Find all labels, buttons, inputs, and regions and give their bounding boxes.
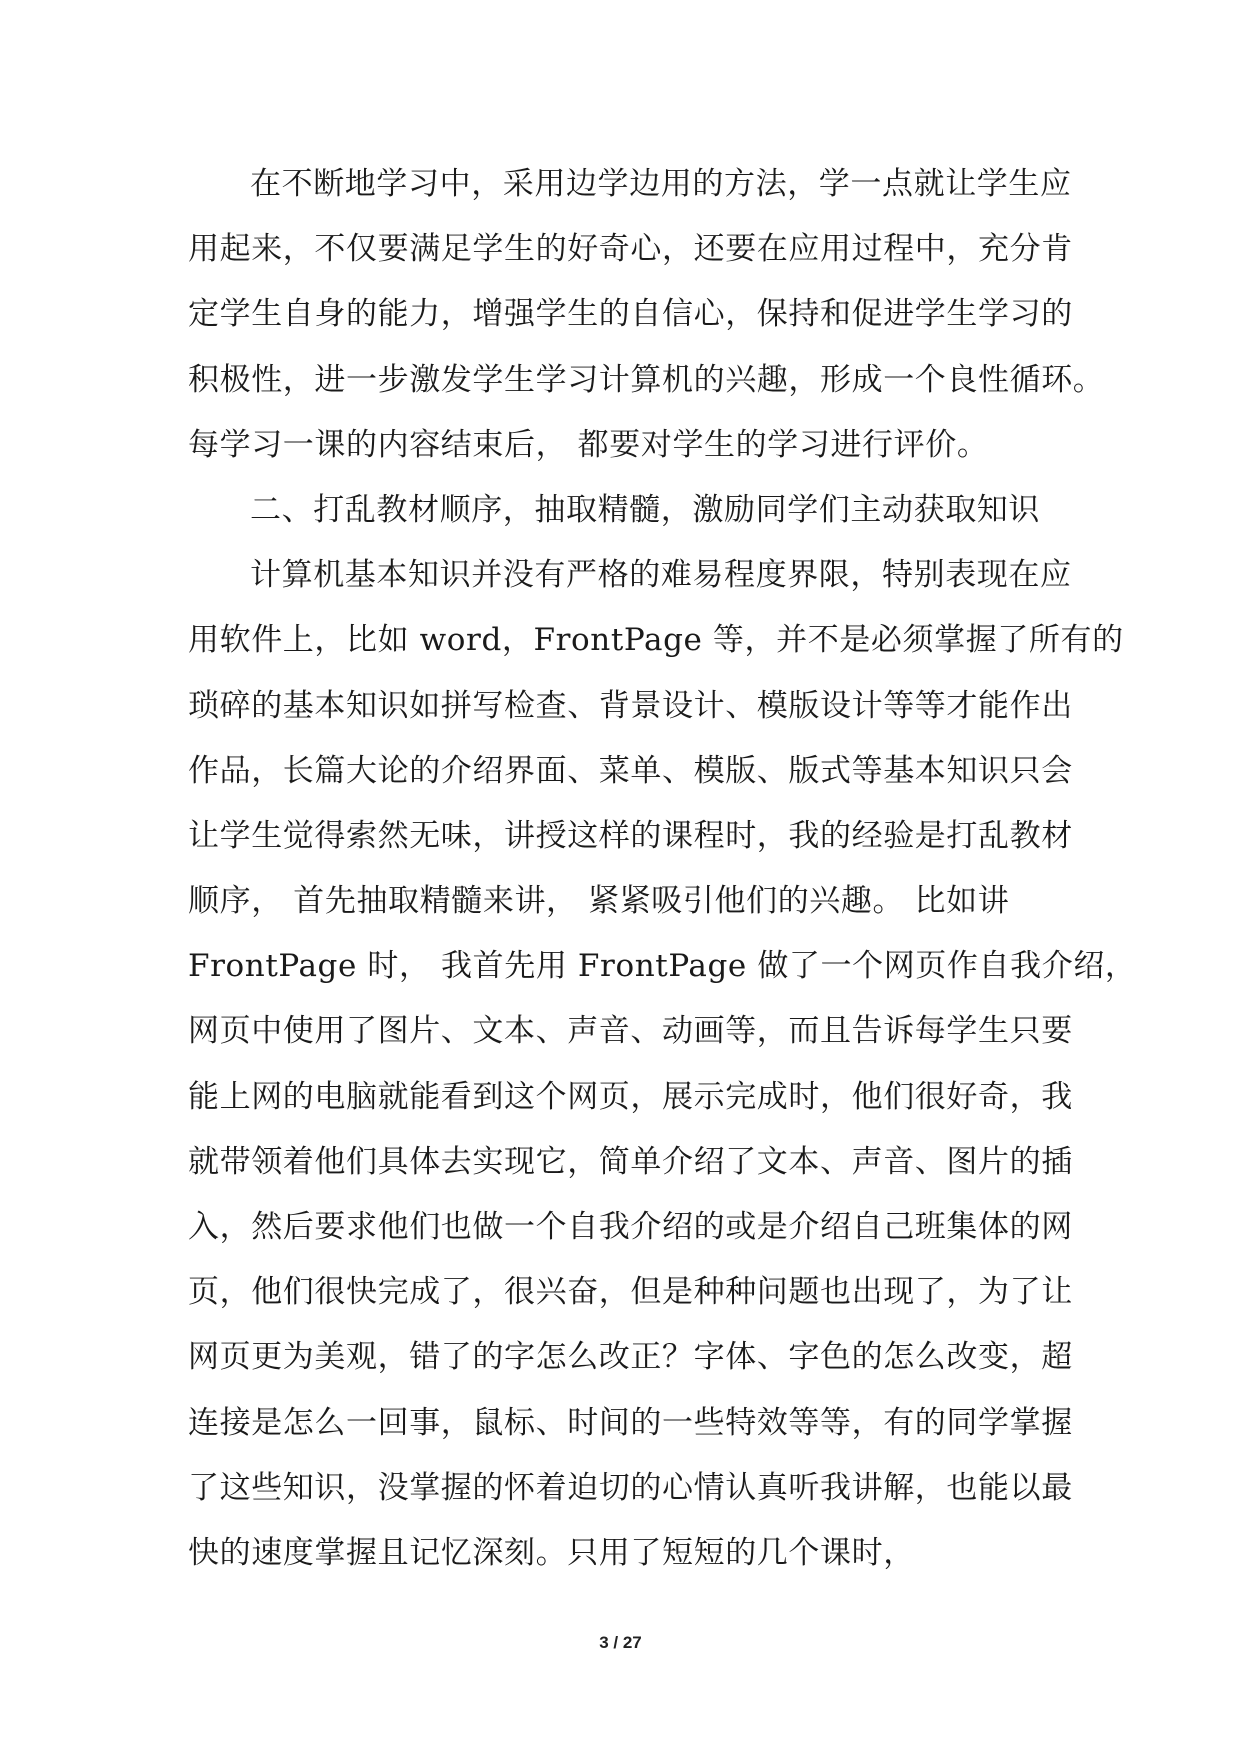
text-line: 顺序， 首先抽取精髓来讲， 紧紧吸引他们的兴趣。 比如讲 bbox=[188, 883, 1010, 920]
text-line: 了这些知识，没掌握的怀着迫切的心情认真听我讲解，也能以最 bbox=[188, 1469, 1073, 1506]
body-text bbox=[188, 152, 1137, 1586]
text-line: 网页更为美观，错了的字怎么改正？字体、字色的怎么改变，超 bbox=[188, 1339, 1073, 1376]
page-number: 3 / 27 bbox=[599, 1633, 642, 1652]
text-line: 积极性，进一步激发学生学习计算机的兴趣，形成一个良性循环。 bbox=[188, 361, 1105, 398]
text-line: 入，然后要求他们也做一个自我介绍的或是介绍自己班集体的网 bbox=[188, 1209, 1073, 1245]
text-line: 让学生觉得索然无味，讲授这样的课程时，我的经验是打乱教材 bbox=[188, 817, 1073, 854]
text-line: 快的速度掌握且记忆深刻。只用了短短的几个课时， bbox=[188, 1534, 915, 1571]
text-line: 网页中使用了图片、文本、声音、动画等，而且告诉每学生只要 bbox=[188, 1013, 1073, 1050]
text-line: 每学习一课的内容结束后， 都要对学生的学习进行评价。 bbox=[188, 426, 989, 463]
text-line: 定学生自身的能力，增强学生的自信心，保持和促进学生学习的 bbox=[188, 296, 1073, 333]
text-line: 作品，长篇大论的介绍界面、菜单、模版、版式等基本知识只会 bbox=[188, 752, 1073, 789]
text-line: 用起来，不仅要满足学生的好奇心，还要在应用过程中，充分肯 bbox=[188, 231, 1073, 268]
section-heading: 二、打乱教材顺序，抽取精髓，激励同学们主动获取知识 bbox=[250, 491, 1040, 528]
text-line: 连接是怎么一回事，鼠标、时间的一些特效等等，有的同学掌握 bbox=[188, 1404, 1073, 1441]
text-line: 计算机基本知识并没有严格的难易程度界限，特别表现在应 bbox=[250, 557, 1072, 594]
text-line: 琐碎的基本知识如拼写检查、背景设计、模版设计等等才能作出 bbox=[188, 687, 1073, 724]
text-line: 页，他们很快完成了，很兴奋，但是种种问题也出现了，为了让 bbox=[188, 1274, 1073, 1311]
text-line: FrontPage 时， 我首先用 FrontPage 做了一个网页作自我介绍， bbox=[188, 948, 1137, 985]
text-line: 在不断地学习中，采用边学边用的方法，学一点就让学生应 bbox=[250, 166, 1072, 202]
text-line: 能上网的电脑就能看到这个网页，展示完成时，他们很好奇，我 bbox=[188, 1078, 1073, 1115]
text-line: 用软件上，比如 word，FrontPage 等，并不是必须掌握了所有的 bbox=[188, 622, 1124, 659]
text-line: 就带领着他们具体去实现它，简单介绍了文本、声音、图片的插 bbox=[188, 1143, 1073, 1180]
